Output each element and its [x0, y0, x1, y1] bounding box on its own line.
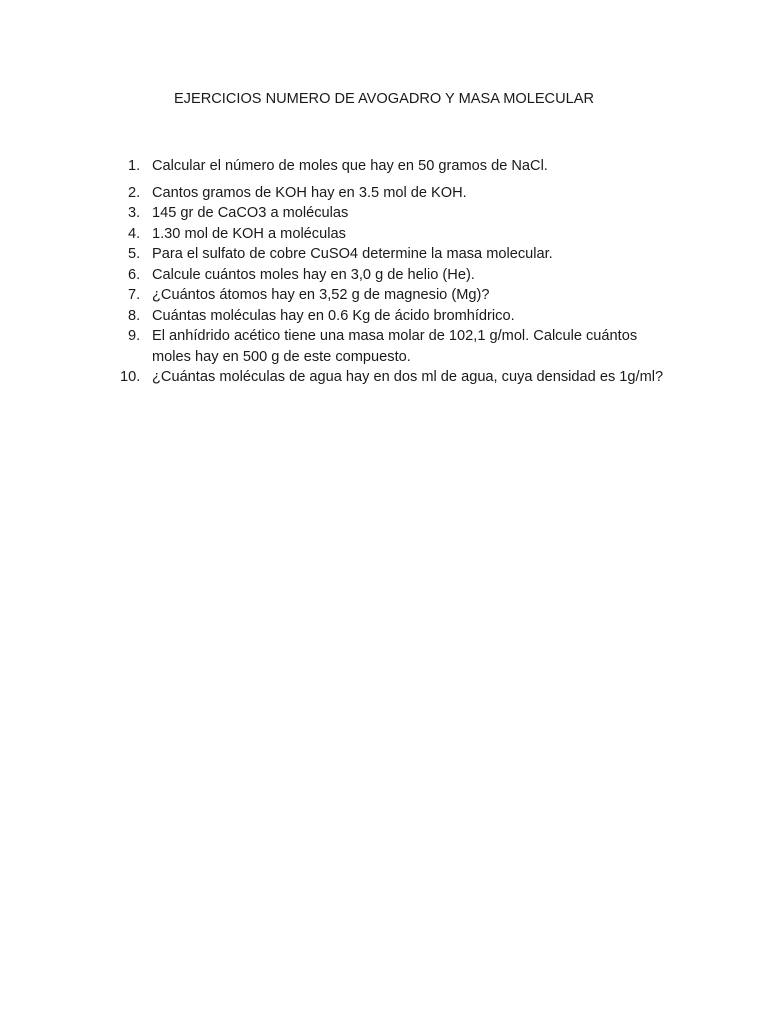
exercise-number: 10. [120, 369, 141, 385]
exercise-item [120, 326, 680, 367]
exercise-item [120, 265, 680, 286]
exercise-number: 7. [128, 287, 141, 303]
exercise-text: Cantos gramos de KOH hay en 3.5 mol de KOH. [152, 184, 467, 201]
exercise-item [120, 285, 680, 306]
exercise-number: 4. [128, 225, 141, 242]
exercise-text: ¿Cuántas moléculas de agua hay en dos ml de agua, cuya densidad es 1g/ml? [152, 369, 664, 385]
exercise-item [120, 203, 680, 224]
exercise-text: ¿Cuántos átomos hay en 3,52 g de magnesio (Mg)? [152, 287, 490, 303]
exercise-text: Para el sulfato de cobre CuSO4 determine la masa molecular. [152, 246, 553, 262]
exercise-item [120, 306, 680, 327]
exercise-list [120, 156, 680, 388]
exercise-text: Calcular el número de moles que hay en 50 gramos de NaCl. [152, 158, 548, 174]
exercise-item [120, 244, 680, 265]
exercise-item [120, 156, 680, 177]
exercise-item [120, 183, 680, 204]
exercise-item [120, 367, 680, 388]
exercise-number: 1. [128, 158, 141, 174]
exercise-number: 9. [128, 328, 141, 344]
exercise-item [120, 224, 680, 245]
exercise-text: 145 gr de CaCO3 a moléculas [152, 205, 349, 221]
exercise-number: 3. [128, 205, 141, 221]
document-title: EJERCICIOS NUMERO DE AVOGADRO Y MASA MOLECULAR [173, 91, 595, 107]
exercise-text: Calcule cuántos moles hay en 3,0 g de helio (He). [152, 266, 475, 283]
exercise-number: 5. [128, 246, 141, 262]
exercise-text: El anhídrido acético tiene una masa molar de 102,1 g/mol. Calcule cuántos moles hay en 500 g de este compuesto. [152, 328, 638, 365]
exercise-number: 2. [128, 184, 141, 201]
exercise-text: 1.30 mol de KOH a moléculas [152, 225, 346, 242]
exercise-number: 8. [128, 307, 141, 324]
exercise-text: Cuántas moléculas hay en 0.6 Kg de ácido bromhídrico. [152, 307, 515, 324]
exercise-number: 6. [128, 266, 141, 283]
